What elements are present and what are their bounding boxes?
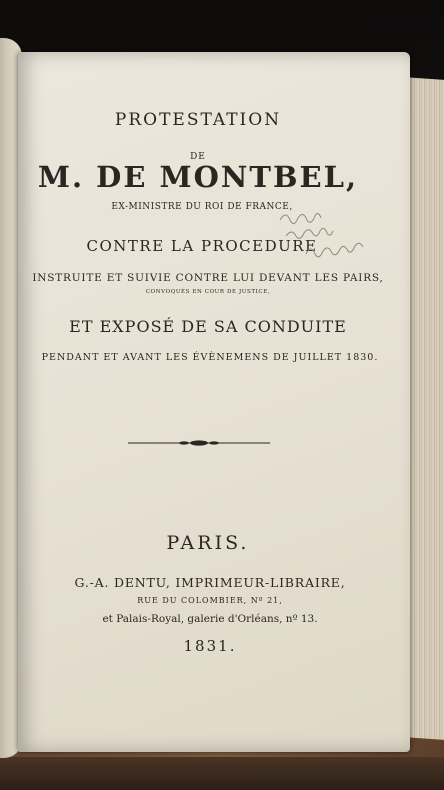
subtitle-convoques: CONVOQUÉS EN COUR DE JUSTICE,	[145, 289, 271, 295]
subtitle-instruite: INSTRUITE ET SUIVIE CONTRE LUI DEVANT LES PAIRS,	[32, 272, 384, 284]
imprint-city: PARIS.	[166, 532, 250, 554]
imprint-address-1: RUE DU COLOMBIER, Nº 21,	[137, 596, 283, 605]
subtitle-procedure: CONTRE LA PROCEDURE	[86, 237, 318, 255]
ornament-divider	[128, 438, 270, 448]
author-name: M. DE MONTBEL,	[37, 160, 359, 194]
author-title: EX-MINISTRE DU ROI DE FRANCE,	[111, 202, 293, 212]
title-de: DE	[190, 152, 206, 162]
title-protestation: PROTESTATION	[114, 110, 282, 130]
imprint-publisher: G.-A. DENTU, IMPRIMEUR-LIBRAIRE,	[74, 575, 346, 590]
subtitle-expose: ET EXPOSÉ DE SA CONDUITE	[69, 317, 347, 336]
imprint-address-2: et Palais-Royal, galerie d'Orléans, nº 13.	[102, 613, 318, 625]
pencil-annotation	[276, 202, 386, 272]
subtitle-juillet: PENDANT ET AVANT LES ÉVÈNEMENS DE JUILLET 1830.	[41, 352, 379, 363]
title-page	[18, 52, 410, 752]
imprint-year: 1831.	[183, 637, 237, 655]
